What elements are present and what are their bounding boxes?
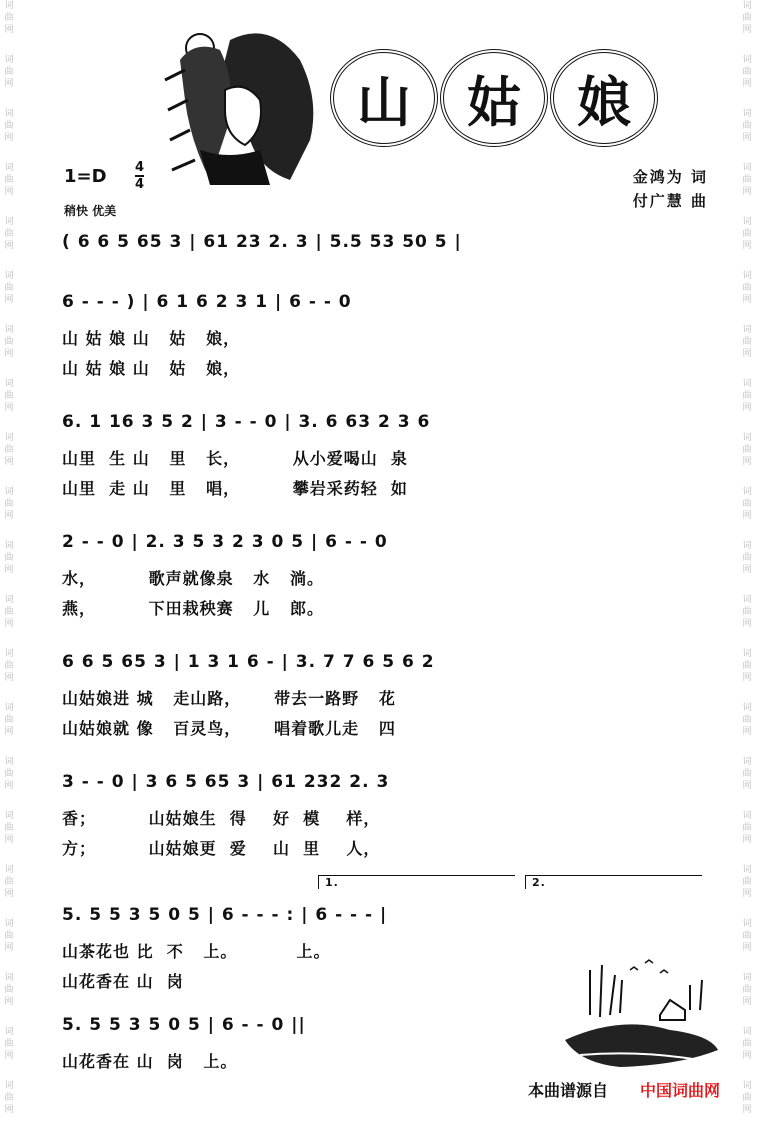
source-site: 中国词曲网 [640, 1081, 721, 1100]
landscape-illustration [560, 955, 720, 1075]
time-signature: $\frac{4}{4}$ [135, 160, 145, 192]
staff-row-5-notes: 6 6 5 65 3 | 1 3 1 6 - | 3. 7 7 6 5 6 2 [62, 652, 435, 672]
tempo-marking: 稍快 优美 [64, 204, 117, 218]
staff-row-8-notes: 5. 5 5 3 5 0 5 | 6 - - 0 || [62, 1015, 306, 1035]
staff-row-2-notes: 6 - - - ) | 6 1 6 2 3 1 | 6 - - 0 [62, 292, 352, 312]
staff-row-4-lyrics2: 燕， 下田栽秧赛 儿 郎。 [62, 599, 324, 618]
watermark-left: 词曲网 词曲网 词曲网 词曲网 词曲网 词曲网 词曲网 词曲网 词曲网 词曲网 词曲网 词曲网 词曲网 词曲网 词曲网 词曲网 词曲网 词曲网 词曲网 词曲网 词曲网 [4, 1, 14, 1115]
watermark-right: 词曲网 词曲网 词曲网 词曲网 词曲网 词曲网 词曲网 词曲网 词曲网 词曲网 词曲网 词曲网 词曲网 词曲网 词曲网 词曲网 词曲网 词曲网 词曲网 词曲网 词曲网 [742, 1, 752, 1115]
staff-row-4-lyrics1: 水， 歌声就像泉 水 淌。 [62, 569, 324, 588]
staff-row-3-lyrics1: 山里 生 山 里 长， 从小爱喝山 泉 [62, 449, 408, 468]
staff-row-5-lyrics2: 山姑娘就 像 百灵鸟， 唱着歌儿走 四 [62, 719, 396, 738]
girl-illustration [160, 20, 330, 190]
staff-row-5-lyrics1: 山姑娘进 城 走山路， 带去一路野 花 [62, 689, 396, 708]
staff-row-3-notes: 6. 1 16 3 5 2 | 3 - - 0 | 3. 6 63 2 3 6 [62, 412, 431, 432]
source-label: 本曲谱源自 [528, 1081, 609, 1100]
staff-row-6-lyrics2: 方； 山姑娘更 爱 山 里 人， [62, 839, 381, 858]
staff-row-3-lyrics2: 山里 走 山 里 唱， 攀岩采药轻 如 [62, 479, 408, 498]
staff-row-7-lyrics2: 山花香在 山 岗 [62, 972, 184, 991]
lyricist: 金鸿为 词 [632, 168, 708, 186]
staff-row-7-lyrics1: 山茶花也 比 不 上。 上。 [62, 942, 331, 961]
title-char-3: 娘 [550, 49, 658, 147]
staff-row-4-notes: 2 - - 0 | 2. 3 5 3 2 3 0 5 | 6 - - 0 [62, 532, 388, 552]
staff-row-2-lyrics1: 山 姑 娘 山 姑 娘， [62, 329, 241, 348]
composer: 付广慧 曲 [632, 192, 708, 210]
key-signature: 1=D [64, 166, 107, 187]
staff-row-1-notes: ( 6 6 5 65 3 | 61 23 2. 3 | 5.5 53 50 5 | [62, 232, 462, 252]
staff-row-2-lyrics2: 山 姑 娘 山 姑 娘， [62, 359, 241, 378]
staff-row-6-lyrics1: 香； 山姑娘生 得 好 模 样， [62, 809, 381, 828]
volta-1: 1. [318, 875, 515, 889]
staff-row-6-notes: 3 - - 0 | 3 6 5 65 3 | 61 232 2. 3 [62, 772, 390, 792]
title-char-1: 山 [330, 49, 438, 147]
song-title [330, 45, 660, 155]
staff-row-8-lyrics1: 山花香在 山 岗 上。 [62, 1052, 238, 1071]
title-char-2: 姑 [440, 49, 548, 147]
volta-2: 2. [525, 875, 702, 889]
staff-row-7-notes: 5. 5 5 3 5 0 5 | 6 - - - : | 6 - - - | [62, 905, 388, 925]
